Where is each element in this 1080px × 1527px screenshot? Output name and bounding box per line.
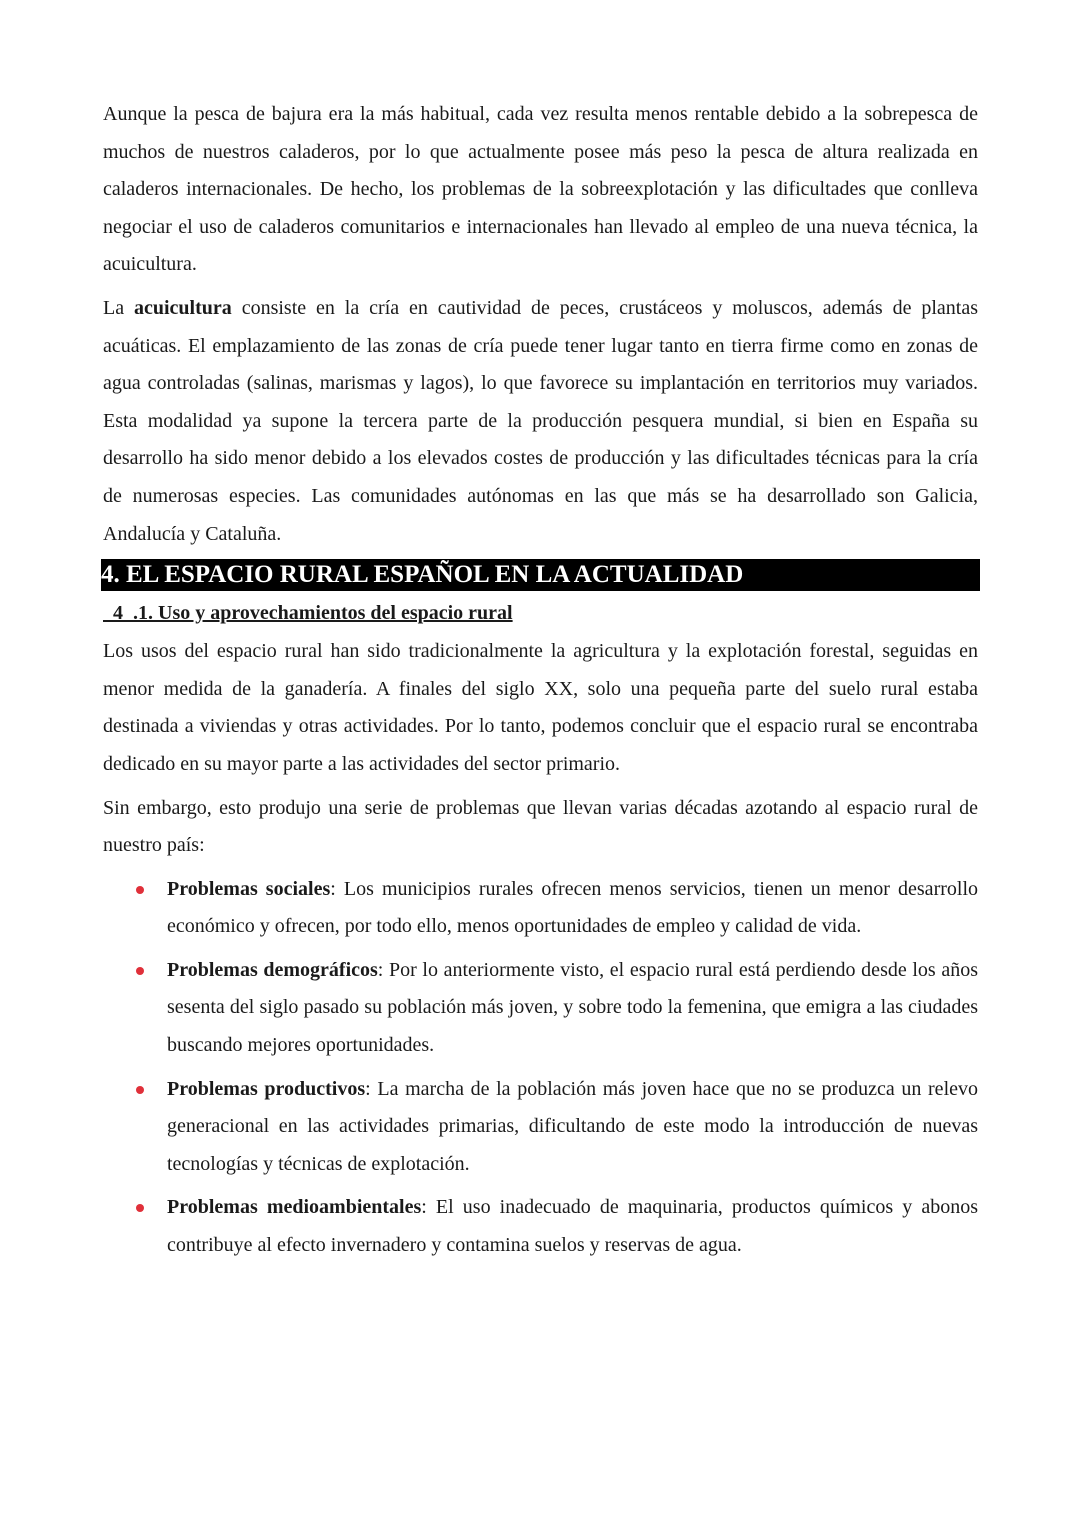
bullet-icon <box>136 967 144 975</box>
list-item <box>103 952 978 1065</box>
problem-text: : El uso inadecuado de maquinaria, productos químicos y abonos contribuye al efecto invernadero y contamina suelos y reservas de agua. <box>167 1196 978 1257</box>
paragraph-acuicultura <box>103 290 978 553</box>
problem-term: Problemas sociales <box>167 877 331 900</box>
problem-term: Problemas medioambientales <box>167 1196 422 1219</box>
problem-text: : Por lo anteriormente visto, el espacio rural está perdiendo desde los años sesenta del siglo pasado su población más joven, y sobre todo la femenina, que emigra a las ciudades buscando mejores oportunidades. <box>167 958 978 1057</box>
bullet-icon <box>136 1086 144 1094</box>
document-page <box>103 96 978 1271</box>
problem-term: Problemas demográficos <box>167 958 378 981</box>
subsection-heading: 4 .1. Uso y aprovechamientos del espacio rural <box>103 602 513 625</box>
list-item <box>103 871 978 946</box>
problem-term: Problemas productivos <box>167 1077 366 1100</box>
acuicultura-prefix: La <box>103 296 134 319</box>
problem-text: : Los municipios rurales ofrecen menos servicios, tienen un menor desarrollo económico y ofrecen, por todo ello, menos oportunidades de empleo y calidad de vida. <box>167 877 978 938</box>
problems-list <box>103 871 978 1265</box>
paragraph-problemas-intro: Sin embargo, esto produjo una serie de problemas que llevan varias décadas azotando al espacio rural de nuestro país: <box>103 796 978 857</box>
section-heading: 4. EL ESPACIO RURAL ESPAÑOL EN LA ACTUALIDAD <box>101 559 980 591</box>
paragraph-usos: Los usos del espacio rural han sido tradicionalmente la agricultura y la explotación forestal, seguidas en menor medida de la ganadería. A finales del siglo XX, solo una pequeña parte del suelo rural estaba destinada a viviendas y otras actividades. Por lo tanto, podemos concluir que el espacio rural se encontraba dedicado en su mayor parte a las actividades del sector primario. <box>103 640 978 775</box>
list-item <box>103 1071 978 1184</box>
acuicultura-term: acuicultura <box>134 296 232 319</box>
acuicultura-text: consiste en la cría en cautividad de peces, crustáceos y moluscos, además de plantas acuáticas. El emplazamiento de las zonas de cría puede tener lugar tanto en tierra firme como en zonas de agua controladas (salinas, marismas y lagos), lo que favorece su implantación en territorios muy variados. Esta modalidad ya supone la tercera parte de la producción pesquera mundial, si bien en España su desarrollo ha sido menor debido a los elevados costes de producción y las dificultades técnicas para la cría de numerosas especies. Las comunidades autónomas en las que más se ha desarrollado son Galicia, Andalucía y Cataluña. <box>103 296 978 545</box>
problem-text: : La marcha de la población más joven hace que no se produzca un relevo generacional en las actividades primarias, dificultando de este modo la introducción de nuevas tecnologías y técnicas de explotación. <box>167 1077 978 1175</box>
bullet-icon <box>136 1204 144 1212</box>
paragraph-pesca: Aunque la pesca de bajura era la más habitual, cada vez resulta menos rentable debido a la sobrepesca de muchos de nuestros caladeros, por lo que actualmente posee más peso la pesca de altura realizada en caladeros internacionales. De hecho, los problemas de la sobreexplotación y las dificultades que conlleva negociar el uso de caladeros comunitarios e internacionales han llevado al empleo de una nueva técnica, la acuicultura. <box>103 103 978 276</box>
bullet-icon <box>136 886 144 894</box>
list-item <box>103 1189 978 1264</box>
